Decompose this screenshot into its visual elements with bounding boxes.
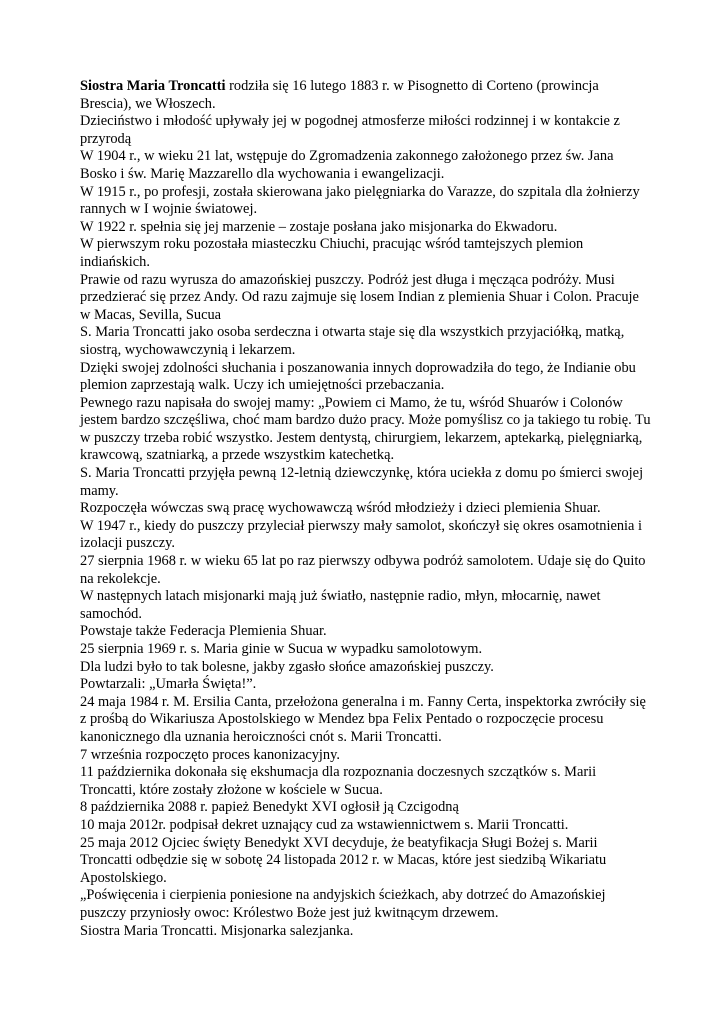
text-paragraph: 7 września rozpoczęto proces kanonizacyjny. [80, 746, 340, 763]
text-paragraph: 10 maja 2012r. podpisał dekret uznający cud za wstawiennictwem s. Marii Troncatti. [80, 816, 569, 833]
text-paragraph: 11 października dokonała się ekshumacja dla rozpoznania doczesnych szczątków s. Marii Troncatti, które zostały złożone w kościele w Sucua. [80, 764, 597, 798]
text-paragraph: W 1947 r., kiedy do puszczy przyleciał pierwszy mały samolot, skończył się okres osamotnienia i izolacji puszczy. [80, 517, 643, 552]
document-page [80, 78, 652, 940]
text-paragraph: Powtarzali: „Umarła Święta!”. [80, 676, 257, 693]
text-paragraph: W następnych latach misjonarki mają już światło, następnie radio, młyn, młocarnię, nawet samochód. [80, 588, 601, 622]
text-paragraph: „Poświęcenia i cierpienia poniesione na andyjskich ścieżkach, aby dotrzeć do Amazońskiej puszczy przyniosły owoc: Królestwo Boże jest już kwitnącym drzewem. [80, 887, 606, 921]
text-paragraph: W 1904 r., w wieku 21 lat, wstępuje do Zgromadzenia zakonnego założonego przez św. Jana Bosko i św. Marię Mazzarello dla wychowania i ewangelizacji. [80, 148, 614, 182]
text-paragraph: W 1915 r., po profesji, została skierowana jako pielęgniarka do Varazze, do szpitala dla żołnierzy rannych w I wojnie światowej. [80, 183, 640, 218]
text-paragraph: 24 maja 1984 r. M. Ersilia Canta, przełożona generalna i m. Fanny Certa, inspektorka zwróciły się z prośbą do Wikariusza Apostolskiego w Mendez bpa Felix Pentado o rozpoczęcie procesu kanonicznego dla uznania heroiczności cnót s. Marii Troncatti. [80, 693, 646, 745]
text-paragraph: Dla ludzi było to tak bolesne, jakby zgasło słońce amazońskiej puszczy. [80, 658, 494, 675]
body-paragraphs [80, 113, 652, 940]
text-paragraph: 27 sierpnia 1968 r. w wieku 65 lat po raz pierwszy odbywa podróż samolotem. Udaje się do Quito na rekolekcje. [80, 553, 646, 587]
text-paragraph: 25 maja 2012 Ojciec święty Benedykt XVI decyduje, że beatyfikacja Sługi Bożej s. Marii Troncatti odbędzie się w sobotę 24 listopada 2012 r. w Macas, które jest siedzibą Wikariatu Apostolskiego. [80, 834, 607, 886]
text-paragraph: Rozpoczęła wówczas swą pracę wychowawczą wśród młodzieży i dzieci plemienia Shuar. [80, 500, 601, 517]
text-paragraph: 25 sierpnia 1969 r. s. Maria ginie w Sucua w wypadku samolotowym. [80, 641, 483, 657]
text-paragraph: Prawie od razu wyrusza do amazońskiej puszczy. Podróż jest długa i męcząca podróży. Musi przedzierać się przez Andy. Od razu zajmuje się losem Indian z plemienia Shuar i Colon. Pracuje w Macas, Sevilla, Sucua [80, 271, 639, 323]
text-paragraph: S. Maria Troncatti jako osoba serdeczna i otwarta staje się dla wszystkich przyjaciółką, matką, siostrą, wychowawczynią i lekarzem. [80, 324, 625, 358]
intro-paragraph [80, 78, 652, 113]
text-paragraph: W pierwszym roku pozostała miasteczku Chiuchi, pracując wśród tamtejszych plemion indiańskich. [80, 236, 584, 270]
text-paragraph: Dzieciństwo i młodość upływały jej w pogodnej atmosferze miłości rodzinnej i w kontakcie z przyrodą [80, 113, 620, 147]
text-paragraph: Dzięki swojej zdolności słuchania i poszanowania innych doprowadziła do tego, że Indianie obu plemion zaprzestają walk. Uczy ich umiejętności przebaczania. [80, 359, 636, 394]
text-paragraph: 8 października 2088 r. papież Benedykt XVI ogłosił ją Czcigodną [80, 799, 459, 816]
text-paragraph: W 1922 r. spełnia się jej marzenie – zostaje posłana jako misjonarka do Ekwadoru. [80, 218, 558, 235]
text-paragraph: Siostra Maria Troncatti. Misjonarka salezjanka. [80, 922, 354, 939]
subject-name: Siostra Maria Troncatti [80, 78, 226, 94]
intro-text: rodziła się 16 lutego 1883 r. w Pisognetto di Corteno (prowincja Brescia), we Włoszech. [80, 78, 599, 112]
text-paragraph: Powstaje także Federacja Plemienia Shuar. [80, 623, 327, 640]
text-paragraph: Pewnego razu napisała do swojej mamy: „Powiem ci Mamo, że tu, wśród Shuarów i Colonów jestem bardzo szczęśliwa, choć mam bardzo dużo pracy. Może pomyślisz co ja takiego tu robię. Tu w puszczy trzeba robić wszystko. Jestem dentystą, chirurgiem, lekarzem, aptekarką, pielęgniarką, krawcową, szatniarką, a przede wszystkim katechetką. [80, 394, 651, 464]
text-paragraph: S. Maria Troncatti przyjęła pewną 12-letnią dziewczynkę, która uciekła z domu po śmierci swojej mamy. [80, 465, 644, 499]
